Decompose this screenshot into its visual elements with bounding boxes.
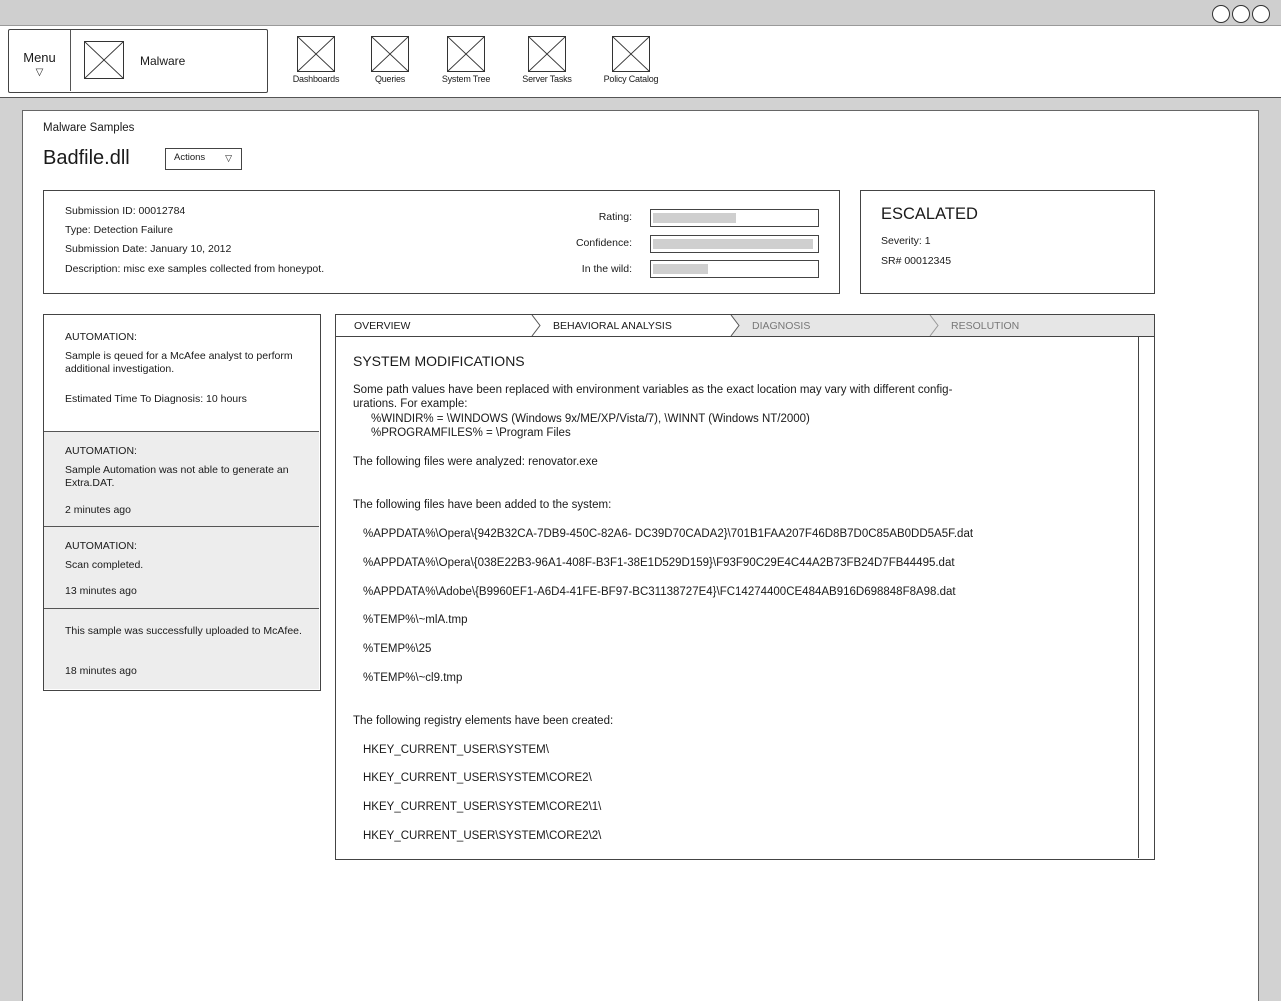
confidence-bar (650, 235, 819, 253)
confidence-bar-fill (653, 239, 813, 249)
feed-text: This sample was successfully uploaded to McAfee. (65, 625, 302, 637)
app-title: Malware (140, 54, 186, 68)
nav-label: System Tree (441, 74, 491, 84)
system-tree-placeholder-icon (447, 36, 485, 72)
feed-item (44, 432, 319, 527)
window-circle-1[interactable] (1212, 5, 1230, 23)
example-line: %WINDIR% = \WINDOWS (Windows 9x/ME/XP/Vista/7), \WINNT (Windows NT/2000) (371, 413, 810, 425)
confidence-label: Confidence: (575, 237, 632, 249)
activity-feed (43, 314, 321, 691)
feed-heading: AUTOMATION: (65, 445, 137, 457)
nav-label: Server Tasks (522, 74, 572, 84)
registry-key: HKEY_CURRENT_USER\SYSTEM\CORE2\1\ (363, 801, 602, 813)
service-request: SR# 00012345 (881, 255, 952, 267)
nav-label: Policy Catalog (603, 74, 659, 84)
tab-overview[interactable]: OVERVIEW (354, 320, 411, 332)
registry-key: HKEY_CURRENT_USER\SYSTEM\CORE2\2\ (363, 830, 602, 842)
feed-text: Sample is qeued for a McAfee analyst to perform additional investigation. (65, 350, 293, 375)
submission-description: Description: misc exe samples collected from honeypot. (65, 263, 325, 275)
intro-text-line: Some path values have been replaced with environment variables as the exact location may vary with different config- (353, 384, 953, 396)
app-switcher (8, 29, 268, 93)
added-file: %TEMP%\~cl9.tmp (363, 672, 463, 684)
tab-resolution[interactable]: RESOLUTION (951, 320, 1020, 332)
feed-text: Sample Automation was not able to generate an Extra.DAT. (65, 464, 289, 489)
feed-time: 13 minutes ago (65, 585, 137, 597)
analysis-content-panel (335, 337, 1155, 860)
tab-behavioral-analysis[interactable]: BEHAVIORAL ANALYSIS (553, 320, 672, 332)
dashboards-placeholder-icon (297, 36, 335, 72)
tab-backgrounds (336, 315, 1155, 336)
rating-bar (650, 209, 819, 227)
severity: Severity: 1 (881, 235, 931, 247)
feed-time: 2 minutes ago (65, 504, 131, 516)
tab-diagnosis[interactable]: DIAGNOSIS (752, 320, 811, 332)
feed-item (44, 315, 319, 432)
chevron-down-icon: ▽ (35, 67, 44, 78)
in-the-wild-bar (650, 260, 819, 278)
submission-info-box (43, 190, 840, 294)
intro-text-line: urations. For example: (353, 398, 468, 410)
queries-placeholder-icon (371, 36, 409, 72)
menu-label: Menu (23, 50, 56, 65)
submission-id: Submission ID: 00012784 (65, 205, 186, 217)
nav-label: Dashboards (292, 74, 340, 84)
status-title: ESCALATED (881, 205, 978, 223)
rating-label: Rating: (598, 211, 632, 223)
section-title: SYSTEM MODIFICATIONS (353, 353, 525, 369)
feed-item (44, 609, 319, 689)
feed-heading: AUTOMATION: (65, 331, 137, 343)
window-circle-3[interactable] (1252, 5, 1270, 23)
analyzed-files: The following files were analyzed: renovator.exe (353, 456, 598, 468)
main-toolbar (0, 26, 1281, 98)
rating-bar-fill (653, 213, 736, 223)
policy-catalog-placeholder-icon (612, 36, 650, 72)
submission-date: Submission Date: January 10, 2012 (65, 243, 232, 255)
added-file: %TEMP%\25 (363, 643, 432, 655)
submission-type: Type: Detection Failure (65, 224, 173, 236)
nav-system-tree[interactable] (421, 36, 511, 84)
breadcrumb[interactable]: Malware Samples (43, 122, 135, 134)
nav-policy-catalog[interactable] (586, 36, 676, 84)
in-the-wild-bar-fill (653, 264, 708, 274)
registry-heading: The following registry elements have been created: (353, 715, 614, 727)
example-line: %PROGRAMFILES% = \Program Files (371, 427, 571, 439)
added-file: %APPDATA%\Adobe\{B9960EF1-A6D4-41FE-BF97-BC31138727E4}\FC14274400CE484AB916D698848F8A98.dat (363, 586, 956, 598)
feed-time: Estimated Time To Diagnosis: 10 hours (65, 393, 247, 405)
actions-dropdown[interactable] (165, 148, 242, 170)
feed-heading: AUTOMATION: (65, 540, 137, 552)
window-titlebar (0, 0, 1281, 26)
chevron-down-icon: ▽ (225, 153, 232, 163)
nav-label: Queries (374, 74, 406, 84)
in-the-wild-label: In the wild: (581, 263, 632, 275)
files-heading: The following files have been added to the system: (353, 499, 612, 511)
window-circle-2[interactable] (1232, 5, 1250, 23)
added-file: %APPDATA%\Opera\{038E22B3-96A1-408F-B3F1-38E1D529D159}\F93F90C29E4C44A2B73FB24D7FB44495.dat (363, 557, 955, 569)
status-box (860, 190, 1155, 294)
actions-label: Actions (174, 152, 206, 163)
analysis-progress-tabs (335, 314, 1155, 337)
menu-button[interactable] (9, 30, 71, 91)
app-logo-placeholder-icon (84, 41, 124, 79)
feed-text: Scan completed. (65, 559, 144, 571)
content-scrollbar[interactable] (1138, 337, 1154, 858)
nav-server-tasks[interactable] (502, 36, 592, 84)
added-file: %APPDATA%\Opera\{942B32CA-7DB9-450C-82A6- DC39D70CADA2}\701B1FAA207F46D8B7D0C85AB0DD5A5F.dat (363, 528, 974, 540)
feed-time: 18 minutes ago (65, 665, 137, 677)
registry-key: HKEY_CURRENT_USER\SYSTEM\CORE2\ (363, 772, 592, 784)
page-panel (22, 110, 1259, 1001)
feed-item (44, 527, 319, 609)
tab-separator (930, 315, 938, 336)
registry-key: HKEY_CURRENT_USER\SYSTEM\ (363, 744, 549, 756)
server-tasks-placeholder-icon (528, 36, 566, 72)
page-title: Badfile.dll (43, 147, 130, 169)
added-file: %TEMP%\~mlA.tmp (363, 614, 468, 626)
